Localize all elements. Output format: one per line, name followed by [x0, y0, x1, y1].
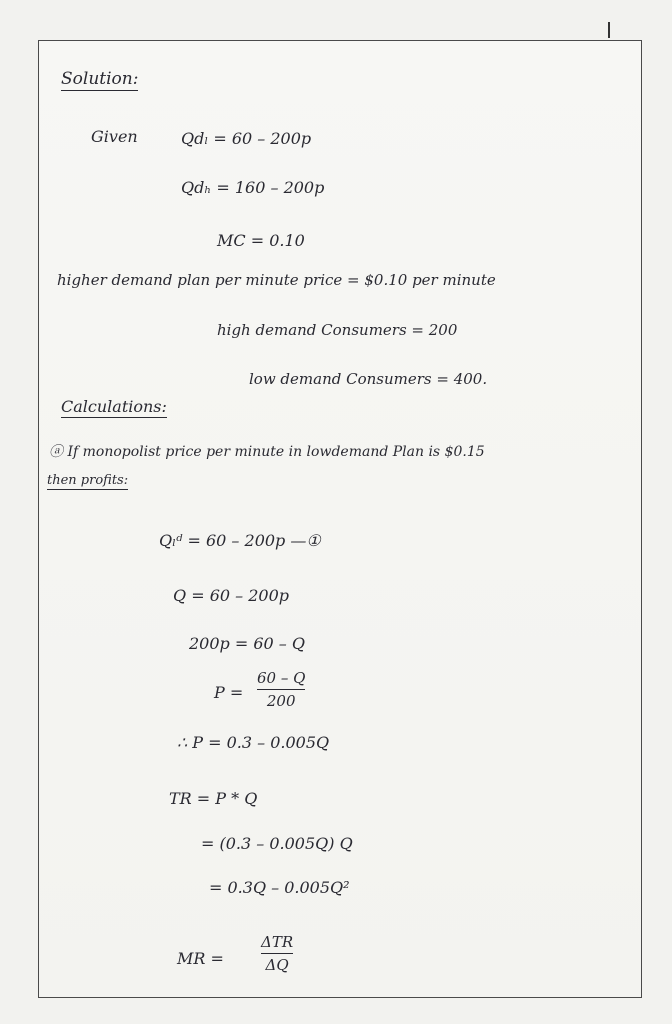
part-a-then-profits: then profits: [47, 473, 129, 488]
step-p-lhs: P = [214, 683, 244, 702]
higher-demand-price: higher demand plan per minute price = $0.10 per minute [57, 271, 496, 289]
step-total-revenue: TR = P * Q [169, 789, 258, 808]
step-mr-lhs: MR = [177, 949, 224, 968]
solution-heading: Solution: [61, 69, 139, 89]
part-a-statement: ⓐ If monopolist price per minute in lowdemand Plan is $0.15 [49, 444, 485, 460]
fraction-denominator: 200 [266, 692, 296, 710]
step-p-fraction [257, 669, 305, 710]
fraction-bar [261, 953, 293, 954]
fraction-denominator: ΔQ [265, 956, 289, 974]
step-q-eq: Q = 60 – 200p [173, 586, 290, 605]
equation-low-demand: Qdₗ = 60 – 200p [181, 129, 312, 148]
calculations-heading: Calculations: [61, 397, 167, 416]
equation-high-demand: Qdₕ = 160 – 200p [181, 178, 325, 197]
marginal-cost: MC = 0.10 [217, 231, 305, 250]
corner-mark [608, 22, 610, 38]
answer-sheet [38, 40, 642, 998]
step-mr-fraction [261, 933, 293, 974]
low-demand-consumers: low demand Consumers = 400. [249, 370, 488, 388]
step-demand-eq: Qₗᵈ = 60 – 200p —① [159, 531, 321, 550]
step-tr-substitute: = (0.3 – 0.005Q) Q [201, 834, 353, 853]
high-demand-consumers: high demand Consumers = 200 [217, 321, 458, 339]
given-label: Given [91, 127, 138, 146]
step-rearrange: 200p = 60 – Q [189, 634, 306, 653]
fraction-numerator: 60 – Q [257, 669, 306, 687]
fraction-bar [257, 689, 305, 690]
step-inverse-demand: ∴ P = 0.3 – 0.005Q [177, 733, 330, 752]
fraction-numerator: ΔTR [261, 933, 294, 951]
step-tr-expanded: = 0.3Q – 0.005Q² [209, 878, 350, 897]
